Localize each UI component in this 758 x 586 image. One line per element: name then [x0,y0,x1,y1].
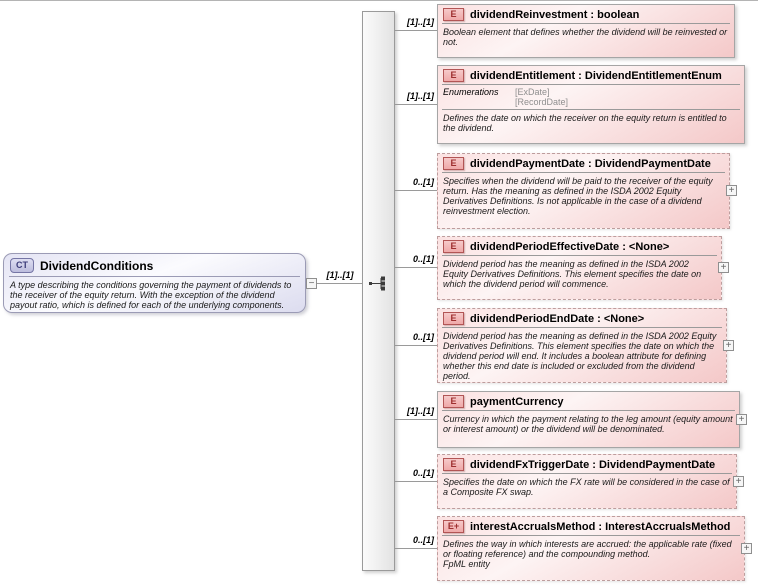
divider [442,172,725,173]
divider [442,327,722,328]
element-title: dividendPeriodEndDate : <None> [470,312,645,325]
enumeration-value: [RecordDate] [515,97,569,107]
divider [442,410,735,411]
expand-button[interactable]: + [733,476,744,487]
element-note: FpML entity [443,559,490,569]
cardinality-label-root: [1]..[1] [326,270,354,280]
element-box-dividendFxTriggerDate[interactable] [437,454,737,509]
element-icon: E [443,157,464,170]
element-icon: E [443,240,464,253]
element-title: interestAccrualsMethod : InterestAccrualsMethod [470,520,731,533]
element-with-attributes-icon: E+ [443,520,464,533]
connector-line [395,548,437,549]
expand-button[interactable]: + [736,414,747,425]
element-description: Defines the date on which the receiver on the equity return is entitled to the dividend. [443,113,727,133]
element-icon: E [443,69,464,82]
connector-line [395,267,437,268]
cardinality-label: [1]..[1] [407,17,434,27]
connector-line [317,283,362,284]
divider [9,276,300,277]
element-box-dividendEntitlement[interactable] [437,65,745,144]
element-title: paymentCurrency [470,395,564,408]
element-title: dividendPaymentDate : DividendPaymentDate [470,157,711,170]
cardinality-label: 0..[1] [412,254,434,264]
divider [442,255,717,256]
complex-type-title: DividendConditions [40,258,154,273]
cardinality-label: 0..[1] [412,468,434,478]
cardinality-label: 0..[1] [412,535,434,545]
enumeration-value: [ExDate] [515,87,550,97]
element-icon: E [443,8,464,21]
complex-type-header [4,254,305,275]
element-box-dividendPeriodEffectiveDate[interactable] [437,236,722,300]
connector-line [395,190,437,191]
sequence-icon [368,276,390,291]
collapse-button[interactable]: − [306,278,317,289]
cardinality-label: 0..[1] [412,332,434,342]
element-description: Specifies when the dividend will be paid to the receiver of the equity return. Has the meaning as defined in the ISDA 2002 Equity Derivatives Definitions. Is not applicable in the case of a dividend reinvestment election. [443,176,713,216]
complex-type-box-DividendConditions[interactable] [3,253,306,313]
element-title: dividendFxTriggerDate : DividendPaymentDate [470,458,716,471]
element-box-interestAccrualsMethod[interactable] [437,516,745,581]
element-title: dividendReinvestment : boolean [470,8,640,21]
expand-button[interactable]: + [718,262,729,273]
divider [442,23,730,24]
element-description: Defines the way in which interests are accrued: the applicable rate (fixed or floating reference) and the compounding method. [443,539,732,559]
expand-button[interactable]: + [723,340,734,351]
divider [442,535,740,536]
element-box-dividendPaymentDate[interactable] [437,153,730,229]
element-box-dividendReinvestment[interactable] [437,4,735,58]
divider [442,473,732,474]
sequence-compositor-bar[interactable] [362,11,395,571]
connector-line [395,104,437,105]
element-description: Specifies the date on which the FX rate will be considered in the case of a Composite FX swap. [443,477,730,497]
element-icon: E [443,395,464,408]
element-icon: E [443,312,464,325]
cardinality-label: 0..[1] [412,177,434,187]
element-title: dividendPeriodEffectiveDate : <None> [470,240,670,253]
connector-line [395,345,437,346]
complex-type-description: A type describing the conditions governing the payment of dividends to the receiver of the equity return. With the exception of the dividend payout ratio, which is defined for each of the underlying components. [10,280,292,310]
connector-line [395,481,437,482]
element-icon: E [443,458,464,471]
element-description: Dividend period has the meaning as defined in the ISDA 2002 Equity Derivatives Definitions. This element specifies the date on which the dividend period will commence. [443,259,702,289]
connector-line [395,419,437,420]
enumerations-row [438,86,744,108]
connector-line [395,30,437,31]
expand-button[interactable]: + [741,543,752,554]
element-description: Dividend period has the meaning as defined in the ISDA 2002 Equity Derivatives Definitions. This element specifies the date on which the dividend period will end. It includes a boolean attribute for defining whether this end date is included or excluded from the dividend period. [443,331,717,381]
enumeration-values [515,87,568,107]
element-box-dividendPeriodEndDate[interactable] [437,308,727,383]
element-box-paymentCurrency[interactable] [437,391,740,448]
element-title: dividendEntitlement : DividendEntitlementEnum [470,69,722,82]
divider [442,84,740,85]
enumerations-label: Enumerations [443,87,499,97]
expand-button[interactable]: + [726,185,737,196]
cardinality-label: [1]..[1] [407,91,434,101]
element-description: Boolean element that defines whether the dividend will be reinvested or not. [443,27,728,47]
cardinality-label: [1]..[1] [407,406,434,416]
complex-type-icon: CT [10,258,34,273]
element-description: Currency in which the payment relating to the leg amount (equity amount or interest amount) or the dividend will be denominated. [443,414,733,434]
divider [442,109,740,110]
